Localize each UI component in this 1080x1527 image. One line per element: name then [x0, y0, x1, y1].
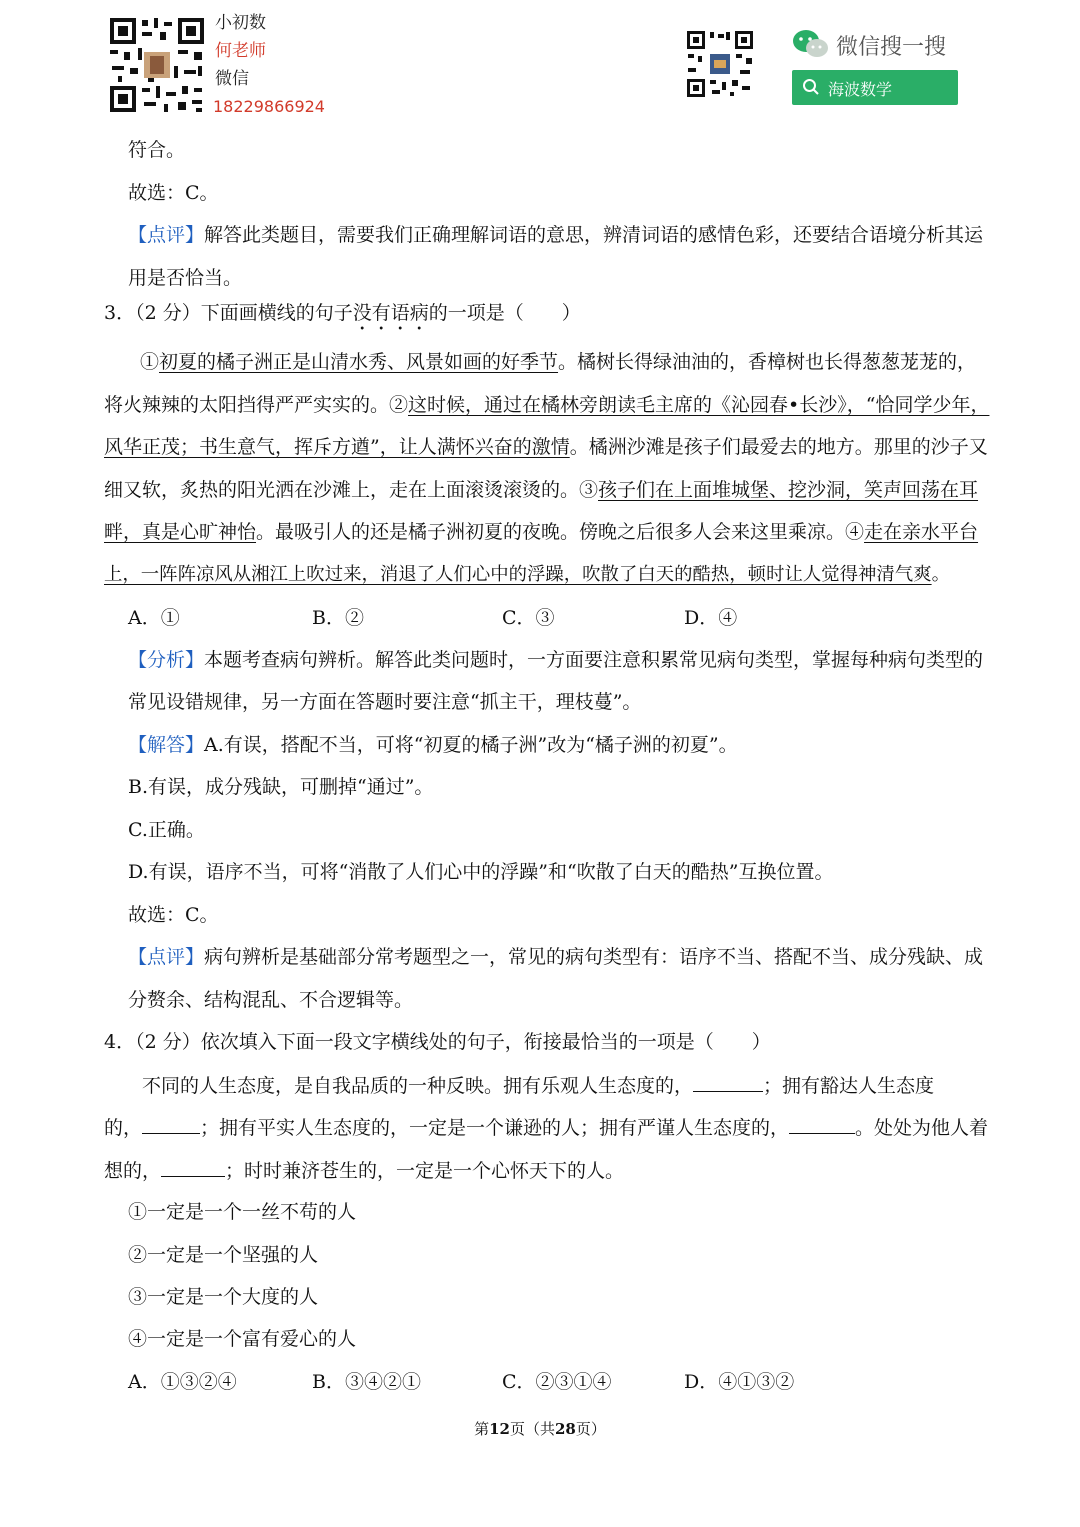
q4-item-4: ④一定是一个富有爱心的人	[128, 1328, 357, 1350]
q3-passage-line-2	[104, 393, 989, 417]
q4-blank-4[interactable]	[161, 1158, 225, 1177]
wechat-search-button-label: 海波数学	[828, 80, 893, 99]
q3-sentence-1: 初夏的橘子洲正是山清水秀、风景如画的好季节	[159, 351, 559, 373]
page-footer	[0, 1418, 1080, 1439]
q4-blank-2[interactable]	[142, 1115, 200, 1134]
q4-blank-1[interactable]	[693, 1073, 763, 1092]
q3-option-d[interactable]: D．④	[684, 607, 738, 629]
q4-option-a[interactable]: A．①③②④	[128, 1371, 237, 1393]
q3-marker-1: ①	[140, 351, 160, 373]
q4-passage-text: ；拥有豁达人生态度	[763, 1075, 935, 1097]
wechat-logo-icon	[792, 28, 830, 60]
q3-passage-line-1	[140, 350, 976, 374]
q2-answer: 故选：C。	[128, 182, 219, 204]
q4-passage-line-3	[104, 1158, 624, 1183]
solution-tag: 【解答】	[128, 734, 205, 756]
page-total: 28	[555, 1420, 576, 1438]
wechat-search-button[interactable]	[792, 70, 958, 105]
contact-qr-code	[108, 16, 206, 114]
q4-passage-text: 不同的人生态度，是自我品质的一种反映。拥有乐观人生态度的，	[142, 1075, 694, 1097]
q3-solution-line-b: B.有误，成分残缺，可删掉“通过”。	[128, 776, 434, 798]
q3-passage-text: 细又软，炙热的阳光洒在沙滩上，走在上面滚烫滚烫的。③	[104, 479, 599, 501]
q4-stem: 4．（2 分）依次填入下面一段文字横线处的句子，衔接最恰当的一项是（ ）	[104, 1031, 771, 1053]
page-number: 12	[489, 1420, 510, 1438]
q3-passage-line-4	[104, 478, 978, 502]
q4-option-c[interactable]: C．②③①④	[502, 1371, 612, 1393]
contact-line-2: 何老师	[215, 41, 266, 61]
wechat-search-title: 微信搜一搜	[836, 35, 947, 60]
comment-tag: 【点评】	[128, 224, 205, 246]
contact-phone: 18229866924	[213, 97, 325, 116]
q3-sentence-3: 孩子们在上面堆城堡、挖沙洞，笑声回荡在耳	[598, 479, 979, 501]
q3-answer: 故选：C。	[128, 904, 219, 926]
q3-solution-line-c: C.正确。	[128, 819, 205, 841]
q3-stem-end: 的一项是（ ）	[428, 302, 581, 324]
q3-passage-text: 。	[931, 564, 950, 585]
q2-comment-line-2: 用是否恰当。	[128, 267, 243, 289]
q4-passage-text: ；时时兼济苍生的，一定是一个心怀天下的人。	[225, 1160, 625, 1182]
q4-blank-3[interactable]	[789, 1115, 855, 1134]
q3-passage-text: 。橘洲沙滩是孩子们最爱去的地方。那里的沙子又	[569, 436, 988, 458]
q3-sentence-4-cont: 上，一阵阵凉风从湘江上吹过来，消退了人们心中的浮躁，吹散了白天的酷热，顿时让人觉得神清气爽	[104, 564, 932, 585]
q4-passage-text: ；拥有平实人生态度的，一定是一个谦逊的人；拥有严谨人生态度的，	[200, 1117, 790, 1139]
q3-comment-line-2: 分赘余、结构混乱、不合逻辑等。	[128, 989, 414, 1011]
analysis-tag: 【分析】	[128, 649, 205, 671]
q3-passage-text: 。橘树长得绿油油的，香樟树也长得葱葱茏茏的，	[558, 351, 977, 373]
q4-passage-line-1	[142, 1073, 934, 1098]
q3-stem	[104, 301, 581, 335]
q3-stem-emphasis: 没有语病	[352, 302, 429, 324]
contact-line-3: 微信	[215, 69, 249, 89]
q4-option-d[interactable]: D．④①③②	[684, 1371, 795, 1393]
q4-passage-text: 。处处为他人着	[855, 1117, 989, 1139]
footer-text: 第	[474, 1420, 490, 1438]
q3-stem-text: 3．（2 分）下面画横线的句子	[104, 302, 353, 324]
q3-analysis-line-1	[128, 648, 983, 672]
q3-solution-line-a	[128, 733, 738, 757]
q4-passage-text: 的，	[104, 1117, 143, 1139]
q4-option-b[interactable]: B．③④②①	[312, 1371, 421, 1393]
q3-passage-line-5	[104, 520, 978, 544]
footer-text: 页（共	[509, 1420, 555, 1438]
q4-item-2: ②一定是一个坚强的人	[128, 1244, 319, 1266]
q3-passage-line-6	[104, 563, 950, 587]
search-icon	[802, 78, 820, 96]
q3-analysis-line-2: 常见设错规律，另一方面在答题时要注意“抓主干，理枝蔓”。	[128, 691, 642, 713]
q3-solution-text: A.有误，搭配不当，可将“初夏的橘子洲”改为“橘子洲的初夏”。	[204, 734, 738, 756]
q3-solution-line-d: D.有误，语序不当，可将“消散了人们心中的浮躁”和“吹散了白天的酷热”互换位置。	[128, 861, 834, 883]
q2-comment-text-1: 解答此类题目，需要我们正确理解词语的意思，辨清词语的感情色彩，还要结合语境分析其运	[204, 224, 984, 246]
q4-passage-text: 想的，	[104, 1160, 162, 1182]
footer-text: 页）	[575, 1420, 606, 1438]
q2-tail-line: 符合。	[128, 139, 186, 161]
q3-sentence-4: 走在亲水平台	[864, 521, 979, 543]
q3-option-b[interactable]: B．②	[312, 607, 364, 629]
q3-sentence-2: 这时候，通过在橘林旁朗读毛主席的《沁园春•长沙》，“恰同学少年，	[408, 394, 990, 416]
q3-option-a[interactable]: A．①	[128, 607, 180, 629]
q3-analysis-text: 本题考查病句辨析。解答此类问题时，一方面要注意积累常见病句类型，掌握每种病句类型的	[204, 649, 984, 671]
q3-passage-line-3	[104, 435, 988, 459]
q4-item-1: ①一定是一个一丝不苟的人	[128, 1201, 357, 1223]
contact-line-1: 小初数	[215, 13, 266, 33]
q3-option-c[interactable]: C．③	[502, 607, 555, 629]
q4-item-3: ③一定是一个大度的人	[128, 1286, 319, 1308]
q3-passage-text: 将火辣辣的太阳挡得严严实实的。②	[104, 394, 409, 416]
comment-tag: 【点评】	[128, 946, 205, 968]
q3-comment-text: 病句辨析是基础部分常考题型之一，常见的病句类型有：语序不当、搭配不当、成分残缺、成	[204, 946, 984, 968]
q3-sentence-3-cont: 畔，真是心旷神怡	[104, 521, 257, 543]
q4-passage-line-2	[104, 1115, 988, 1140]
q3-passage-text: 。最吸引人的还是橘子洲初夏的夜晚。傍晚之后很多人会来这里乘凉。④	[256, 521, 865, 543]
q3-comment-line-1	[128, 945, 983, 969]
q2-comment-line-1	[128, 223, 983, 247]
q3-sentence-2-cont: 风华正茂；书生意气，挥斥方遒”，让人满怀兴奋的激情	[104, 436, 570, 458]
wechat-qr-code	[686, 30, 754, 98]
